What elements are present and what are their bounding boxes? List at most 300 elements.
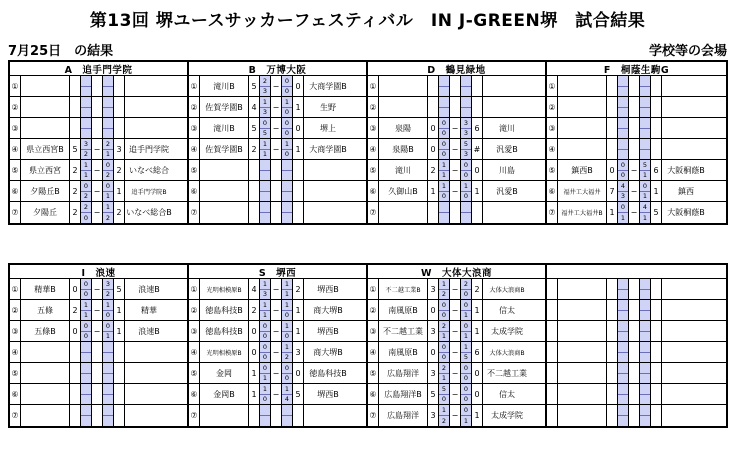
away-first-half <box>640 118 650 129</box>
away-second-half: 3 <box>463 150 469 159</box>
match-number: ⑥ <box>10 384 21 404</box>
home-team <box>21 76 70 96</box>
match-row <box>10 118 726 139</box>
match-cell <box>547 405 726 426</box>
away-halves <box>102 342 114 362</box>
home-total <box>428 202 438 223</box>
away-team: 追手門学院B <box>124 181 173 201</box>
home-first-half <box>618 97 628 108</box>
away-halves <box>102 97 114 117</box>
match-cell <box>10 342 189 362</box>
away-total <box>114 97 124 117</box>
away-halves <box>281 76 293 96</box>
away-team <box>661 118 710 138</box>
away-team: 精華 <box>124 300 173 320</box>
away-first-half <box>461 76 471 87</box>
home-first-half <box>439 76 449 87</box>
away-total <box>293 160 303 180</box>
home-first-half <box>81 363 91 374</box>
match-number: ① <box>368 279 379 299</box>
home-halves <box>80 342 92 362</box>
home-second-half <box>260 416 270 426</box>
away-halves <box>639 76 651 96</box>
score-separator: − <box>272 389 280 399</box>
match-number: ① <box>189 76 200 96</box>
home-first-half: 1 <box>439 181 449 192</box>
away-second-half: 0 <box>463 395 469 404</box>
away-first-half: 0 <box>282 76 292 87</box>
away-team: 堺西B <box>303 279 352 299</box>
away-first-half: 1 <box>282 321 292 332</box>
home-total <box>607 279 617 299</box>
match-number: ② <box>368 300 379 320</box>
home-halves <box>438 363 450 383</box>
score-separator <box>629 300 639 320</box>
home-team: 県立西宮B <box>21 139 70 159</box>
away-first-half: 3 <box>103 279 113 290</box>
home-first-half <box>439 202 449 213</box>
home-second-half: 2 <box>83 192 89 201</box>
away-total <box>114 384 124 404</box>
away-team <box>303 202 352 223</box>
away-halves <box>460 97 472 117</box>
home-first-half <box>618 321 628 332</box>
away-team <box>661 405 710 426</box>
home-halves <box>80 363 92 383</box>
home-halves <box>617 76 629 96</box>
away-second-half: 0 <box>463 171 469 180</box>
home-first-half: 2 <box>81 202 91 213</box>
away-second-half <box>103 87 113 97</box>
away-halves <box>639 118 651 138</box>
away-second-half: 0 <box>284 332 290 341</box>
home-total: 0 <box>430 144 436 154</box>
home-team: 夕陽丘B <box>21 181 70 201</box>
away-total: 6 <box>474 123 480 133</box>
away-first-half: 0 <box>461 160 471 171</box>
home-first-half: 1 <box>260 300 270 311</box>
away-second-half: 1 <box>463 417 469 425</box>
match-number: ④ <box>189 139 200 159</box>
home-team: 夕陽丘 <box>21 202 70 223</box>
match-number: ① <box>547 76 558 96</box>
match-row <box>10 160 726 181</box>
away-halves <box>460 342 472 362</box>
away-team: 堺西B <box>303 321 352 341</box>
away-halves <box>281 139 293 159</box>
home-team <box>558 300 607 320</box>
match-number: ② <box>547 97 558 117</box>
home-first-half <box>81 405 91 416</box>
home-team: 光明相模原B <box>200 342 249 362</box>
home-second-half <box>260 171 270 181</box>
home-team: 佐賀学園B <box>200 139 249 159</box>
home-second-half <box>618 395 628 405</box>
home-team: 滝川B <box>200 118 249 138</box>
score-separator <box>629 76 639 96</box>
away-halves <box>102 363 114 383</box>
match-row <box>10 405 726 426</box>
away-first-half: 0 <box>461 321 471 332</box>
away-halves <box>460 76 472 96</box>
away-second-half <box>461 213 471 223</box>
home-first-half <box>618 300 628 311</box>
home-total: 1 <box>609 208 615 217</box>
match-number: ② <box>189 97 200 117</box>
match-cell <box>547 342 726 362</box>
match-cell <box>189 76 368 96</box>
home-first-half: 1 <box>439 279 449 290</box>
home-team: 不二越工業 <box>379 321 428 341</box>
away-second-half: 1 <box>105 150 111 159</box>
away-team <box>124 384 173 404</box>
home-halves <box>438 342 450 362</box>
away-halves <box>281 202 293 223</box>
home-halves <box>259 139 271 159</box>
match-cell <box>10 139 189 159</box>
away-first-half: 2 <box>461 279 471 290</box>
match-number: ⑥ <box>189 384 200 404</box>
match-number <box>547 384 558 404</box>
away-halves <box>460 321 472 341</box>
home-team: 福井工大福井B <box>558 202 607 223</box>
home-total: 2 <box>72 186 78 196</box>
home-total <box>70 118 80 138</box>
match-cell <box>10 181 189 201</box>
away-total <box>472 76 482 96</box>
venue-name: W 大体大浪商 <box>368 265 547 278</box>
home-halves <box>617 181 629 201</box>
match-cell <box>547 300 726 320</box>
away-halves <box>102 300 114 320</box>
home-halves <box>80 76 92 96</box>
home-total: 1 <box>430 186 436 196</box>
home-halves <box>259 342 271 362</box>
score-separator: − <box>451 284 459 294</box>
away-second-half: 0 <box>284 87 290 96</box>
away-total: 2 <box>474 284 480 294</box>
match-number: ④ <box>189 342 200 362</box>
home-team <box>200 181 249 201</box>
match-cell <box>547 279 726 299</box>
away-first-half: 0 <box>461 300 471 311</box>
match-cell <box>547 363 726 383</box>
away-halves <box>281 181 293 201</box>
match-cell <box>189 321 368 341</box>
home-total: 3 <box>430 368 436 378</box>
away-team: 汎愛B <box>482 181 531 201</box>
match-cell <box>368 160 547 180</box>
home-total <box>428 97 438 117</box>
away-team: 汎愛B <box>482 139 531 159</box>
away-team: 徳島科技B <box>303 363 352 383</box>
away-halves <box>639 160 651 180</box>
score-separator <box>450 202 460 223</box>
away-second-half: 2 <box>105 171 111 180</box>
away-second-half <box>640 108 650 118</box>
away-total <box>651 321 661 341</box>
away-team <box>661 342 710 362</box>
match-number <box>547 405 558 426</box>
score-separator: − <box>451 123 459 133</box>
home-team: 金岡B <box>200 384 249 404</box>
match-cell <box>368 202 547 223</box>
home-halves <box>617 384 629 404</box>
away-first-half <box>103 363 113 374</box>
home-second-half <box>260 213 270 223</box>
away-total <box>472 97 482 117</box>
match-number: ⑦ <box>189 202 200 223</box>
home-total: 0 <box>609 165 615 175</box>
away-halves <box>102 321 114 341</box>
away-first-half: 0 <box>461 405 471 416</box>
away-first-half: 0 <box>282 363 292 374</box>
away-halves <box>460 300 472 320</box>
home-second-half: 0 <box>83 290 89 299</box>
away-team: 滝川 <box>482 118 531 138</box>
home-first-half: 0 <box>81 181 91 192</box>
score-separator: − <box>93 186 101 196</box>
score-separator: − <box>451 326 459 336</box>
match-cell <box>368 139 547 159</box>
home-team <box>21 342 70 362</box>
away-first-half <box>640 363 650 374</box>
away-second-half <box>640 395 650 405</box>
score-separator <box>629 363 639 383</box>
match-number: ⑤ <box>10 363 21 383</box>
away-second-half: 0 <box>284 150 290 159</box>
match-cell <box>189 139 368 159</box>
home-total: 3 <box>430 284 436 294</box>
away-first-half <box>282 160 292 171</box>
away-total: 0 <box>295 368 301 378</box>
away-halves <box>460 202 472 223</box>
away-team <box>482 76 531 96</box>
away-first-half <box>461 202 471 213</box>
away-first-half: 5 <box>640 160 650 171</box>
away-team <box>124 405 173 426</box>
match-number: ⑥ <box>189 181 200 201</box>
away-second-half: 2 <box>105 290 111 299</box>
venue-name <box>547 265 726 278</box>
away-team <box>482 202 531 223</box>
match-cell <box>10 97 189 117</box>
away-second-half: 4 <box>284 395 290 404</box>
match-row <box>10 139 726 160</box>
away-first-half <box>461 97 471 108</box>
match-number <box>547 321 558 341</box>
away-total: 6 <box>653 165 659 175</box>
away-halves <box>281 405 293 426</box>
home-second-half: 2 <box>441 417 447 425</box>
home-total <box>607 321 617 341</box>
score-separator: − <box>630 186 638 196</box>
away-total: 0 <box>295 81 301 91</box>
score-separator: − <box>630 165 638 175</box>
home-first-half: 2 <box>260 76 270 87</box>
venue-name: S 堺西 <box>189 265 368 278</box>
away-first-half <box>282 405 292 416</box>
away-total: 1 <box>295 102 301 112</box>
score-separator <box>629 405 639 426</box>
away-halves <box>102 76 114 96</box>
score-separator <box>271 181 281 201</box>
score-separator <box>629 342 639 362</box>
score-separator <box>629 97 639 117</box>
home-halves <box>438 202 450 223</box>
home-second-half <box>81 353 91 363</box>
home-team: 徳島科技B <box>200 300 249 320</box>
home-second-half: 1 <box>620 214 626 222</box>
home-first-half <box>618 363 628 374</box>
home-first-half <box>260 405 270 416</box>
away-team <box>661 384 710 404</box>
away-first-half: 1 <box>103 202 113 213</box>
away-first-half: 4 <box>640 202 650 213</box>
match-cell <box>189 300 368 320</box>
away-first-half <box>640 342 650 353</box>
match-cell <box>189 363 368 383</box>
away-total <box>293 202 303 223</box>
score-separator <box>92 384 102 404</box>
home-first-half: 1 <box>260 279 270 290</box>
away-first-half: 1 <box>103 300 113 311</box>
home-total <box>607 97 617 117</box>
away-team <box>303 405 352 426</box>
score-separator: − <box>93 284 101 294</box>
home-first-half <box>618 76 628 87</box>
away-total <box>114 363 124 383</box>
match-number: ⑤ <box>189 160 200 180</box>
home-first-half <box>81 384 91 395</box>
away-second-half: 1 <box>642 214 648 222</box>
away-first-half <box>640 279 650 290</box>
away-team: 大体大浪商B <box>482 279 531 299</box>
home-second-half: 1 <box>441 171 447 180</box>
score-separator <box>629 384 639 404</box>
away-total <box>651 139 661 159</box>
score-separator: − <box>451 389 459 399</box>
home-first-half: 1 <box>260 97 270 108</box>
away-total <box>114 342 124 362</box>
home-total: 2 <box>251 305 257 315</box>
home-halves <box>617 202 629 223</box>
match-row <box>10 363 726 384</box>
match-number: ③ <box>10 321 21 341</box>
home-total: 2 <box>72 165 78 175</box>
match-number: ⑥ <box>368 384 379 404</box>
away-halves <box>639 202 651 223</box>
match-number: ③ <box>189 321 200 341</box>
score-separator <box>271 160 281 180</box>
home-team <box>558 139 607 159</box>
away-team <box>303 160 352 180</box>
home-second-half: 0 <box>262 395 268 404</box>
home-team: 鎮西B <box>558 160 607 180</box>
home-second-half: 1 <box>441 374 447 383</box>
home-second-half: 0 <box>441 353 447 362</box>
match-cell <box>368 181 547 201</box>
match-number: ① <box>368 76 379 96</box>
home-team: 徳島科技B <box>200 321 249 341</box>
venue-name: A 追手門学院 <box>10 62 189 75</box>
match-cell <box>189 118 368 138</box>
away-second-half: 0 <box>463 192 469 201</box>
match-cell <box>368 300 547 320</box>
home-total: 2 <box>72 305 78 315</box>
score-separator: − <box>93 208 101 217</box>
home-first-half: 1 <box>81 300 91 311</box>
away-total: 0 <box>295 123 301 133</box>
home-first-half: 1 <box>260 139 270 150</box>
away-first-half <box>103 76 113 87</box>
home-halves <box>259 181 271 201</box>
away-team: 商大堺B <box>303 342 352 362</box>
away-second-half <box>640 150 650 160</box>
match-number: ② <box>189 300 200 320</box>
home-second-half <box>81 87 91 97</box>
away-first-half <box>640 321 650 332</box>
home-team <box>558 279 607 299</box>
home-second-half: 0 <box>262 332 268 341</box>
home-total: 0 <box>430 305 436 315</box>
away-halves <box>639 279 651 299</box>
home-second-half: 1 <box>441 332 447 341</box>
match-number <box>547 342 558 362</box>
home-second-half <box>260 192 270 202</box>
match-row <box>10 321 726 342</box>
home-total <box>249 181 259 201</box>
home-total: 0 <box>430 347 436 357</box>
home-total <box>249 405 259 426</box>
home-second-half: 3 <box>262 108 268 117</box>
home-halves <box>259 300 271 320</box>
home-team: 県立西宮 <box>21 160 70 180</box>
home-first-half: 0 <box>618 202 628 213</box>
match-cell <box>547 160 726 180</box>
home-total: 0 <box>430 123 436 133</box>
match-cell <box>368 405 547 426</box>
away-first-half <box>282 181 292 192</box>
match-number: ⑦ <box>368 202 379 223</box>
home-first-half <box>81 97 91 108</box>
away-first-half: 0 <box>103 321 113 332</box>
home-team <box>558 76 607 96</box>
home-team <box>200 405 249 426</box>
away-second-half: 1 <box>463 311 469 320</box>
match-cell <box>547 76 726 96</box>
match-number <box>547 300 558 320</box>
home-team <box>558 363 607 383</box>
home-first-half: 0 <box>81 321 91 332</box>
match-number: ④ <box>368 342 379 362</box>
away-second-half <box>103 416 113 426</box>
match-cell <box>10 363 189 383</box>
score-separator: − <box>451 305 459 315</box>
home-team <box>21 384 70 404</box>
away-total: 1 <box>474 411 480 420</box>
home-halves <box>438 300 450 320</box>
away-halves <box>281 97 293 117</box>
home-team: 五條B <box>21 321 70 341</box>
away-total: 5 <box>653 208 659 217</box>
home-team: 滝川 <box>379 160 428 180</box>
away-halves <box>281 363 293 383</box>
away-first-half: 1 <box>282 97 292 108</box>
away-total <box>472 202 482 223</box>
away-total: 1 <box>653 186 659 196</box>
home-halves <box>617 97 629 117</box>
